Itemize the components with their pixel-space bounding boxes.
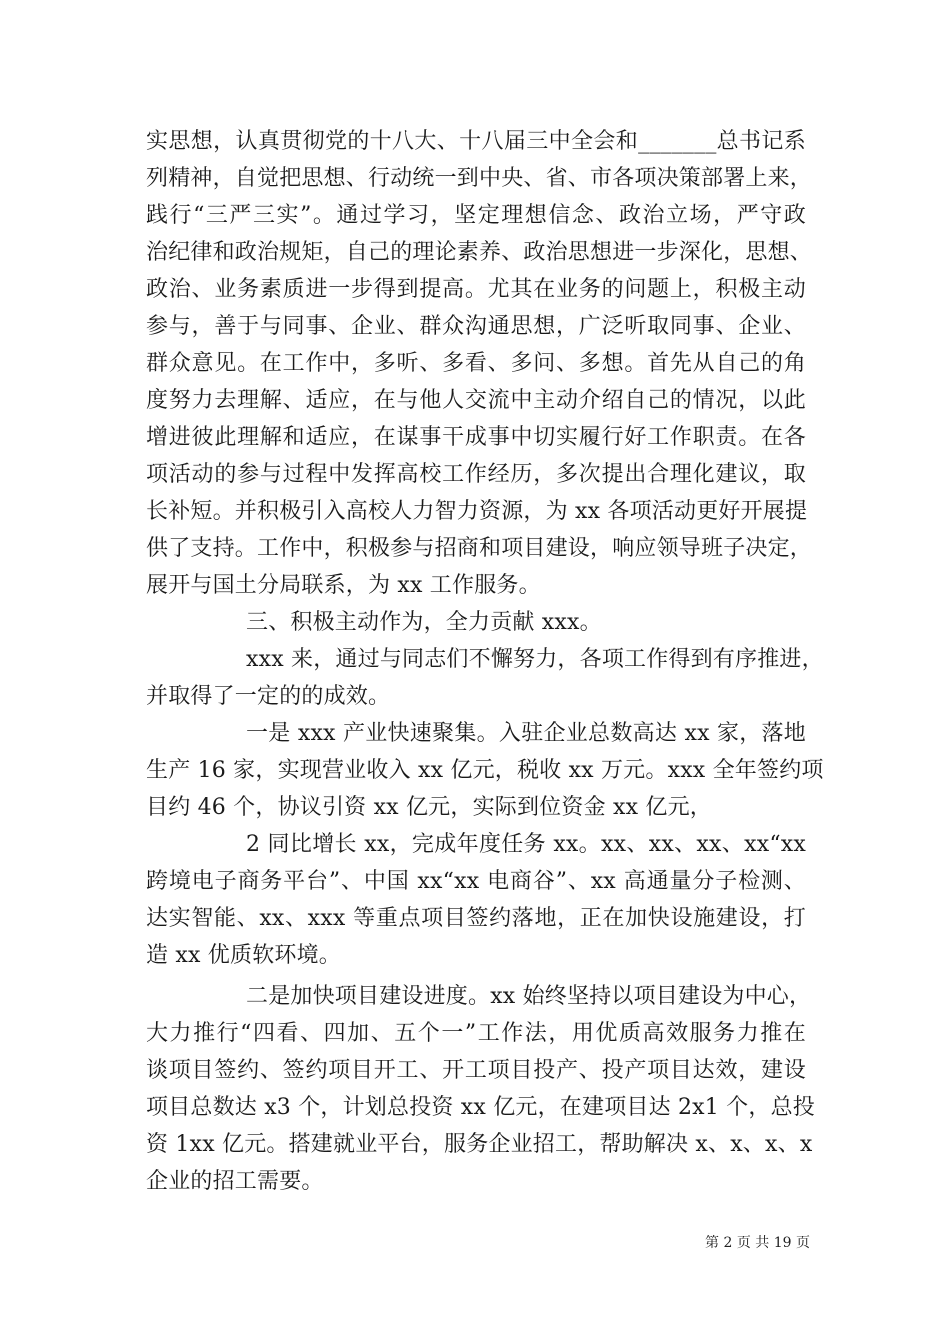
body-text-line: 并取得了一定的的成效。 xyxy=(146,684,391,709)
body-text-line: 达实智能、xx、xxx 等重点项目签约落地，正在加快设施建设，打 xyxy=(146,906,806,931)
body-text-line: 二是加快项目建设进度。xx 始终坚持以项目建设为中心， xyxy=(246,984,812,1009)
body-text-line: 2 同比增长 xx，完成年度任务 xx。xx、xx、xx、xx“xx xyxy=(246,832,806,857)
body-text-line: 展开与国土分局联系，为 xx 工作服务。 xyxy=(146,573,541,598)
body-text-line: 项活动的参与过程中发挥高校工作经历，多次提出合理化建议，取 xyxy=(146,462,806,487)
body-text-line: 群众意见。在工作中，多听、多看、多问、多想。首先从自己的角 xyxy=(146,351,806,376)
body-text-line: 项目总数达 x3 个，计划总投资 xx 亿元，在建项目达 2x1 个，总投 xyxy=(146,1095,815,1120)
body-text-line: 一是 xxx 产业快速聚集。入驻企业总数高达 xx 家，落地 xyxy=(246,721,806,746)
body-text-line: 造 xx 优质软环境。 xyxy=(146,943,342,968)
body-text-line: 企业的招工需要。 xyxy=(146,1169,324,1194)
body-text-line: xxx 来，通过与同志们不懈努力，各项工作得到有序推进， xyxy=(246,647,824,672)
body-text-line: 治纪律和政治规矩，自己的理论素养、政治思想进一步深化，思想、 xyxy=(146,240,813,265)
body-text-line: 大力推行“四看、四加、五个一”工作法，用优质高效服务力推在 xyxy=(146,1021,806,1046)
body-text-line: 跨境电子商务平台”、中国 xx“xx 电商谷”、xx 高通量分子检测、 xyxy=(146,869,806,894)
body-text-line: 目约 46 个，协议引资 xx 亿元，实际到位资金 xx 亿元， xyxy=(146,795,712,820)
body-text-line: 增进彼此理解和适应，在谋事干成事中切实履行好工作职责。在各 xyxy=(146,425,806,450)
body-text-line: 长补短。并积极引入高校人力智力资源，为 xx 各项活动更好开展提 xyxy=(146,499,808,524)
page-number-footer: 第 2 页 共 19 页 xyxy=(705,1235,810,1251)
body-text-line: 践行“三严三实”。通过学习，坚定理想信念、政治立场，严守政 xyxy=(146,203,806,228)
body-text-line: 度努力去理解、适应，在与他人交流中主动介绍自己的情况，以此 xyxy=(146,388,806,413)
body-text-line: 生产 16 家，实现营业收入 xx 亿元，税收 xx 万元。xxx 全年签约项 xyxy=(146,758,824,783)
body-text-line: 参与，善于与同事、企业、群众沟通思想，广泛听取同事、企业、 xyxy=(146,314,806,339)
body-text-line: 谈项目签约、签约项目开工、开工项目投产、投产项目达效，建设 xyxy=(146,1058,806,1083)
section-heading: 三、积极主动作为，全力贡献 xxx。 xyxy=(246,610,602,635)
body-text-line: 政治、业务素质进一步得到提高。尤其在业务的问题上，积极主动 xyxy=(146,277,806,302)
body-text-line: 供了支持。工作中，积极参与招商和项目建设，响应领导班子决定， xyxy=(146,536,813,561)
body-text-line: 资 1xx 亿元。搭建就业平台，服务企业招工，帮助解决 x、x、x、x xyxy=(146,1132,813,1157)
body-text-line: 列精神，自觉把思想、行动统一到中央、省、市各项决策部署上来， xyxy=(146,166,813,191)
body-text-line: 实思想，认真贯彻党的十八大、十八届三中全会和_______总书记系 xyxy=(146,129,806,154)
